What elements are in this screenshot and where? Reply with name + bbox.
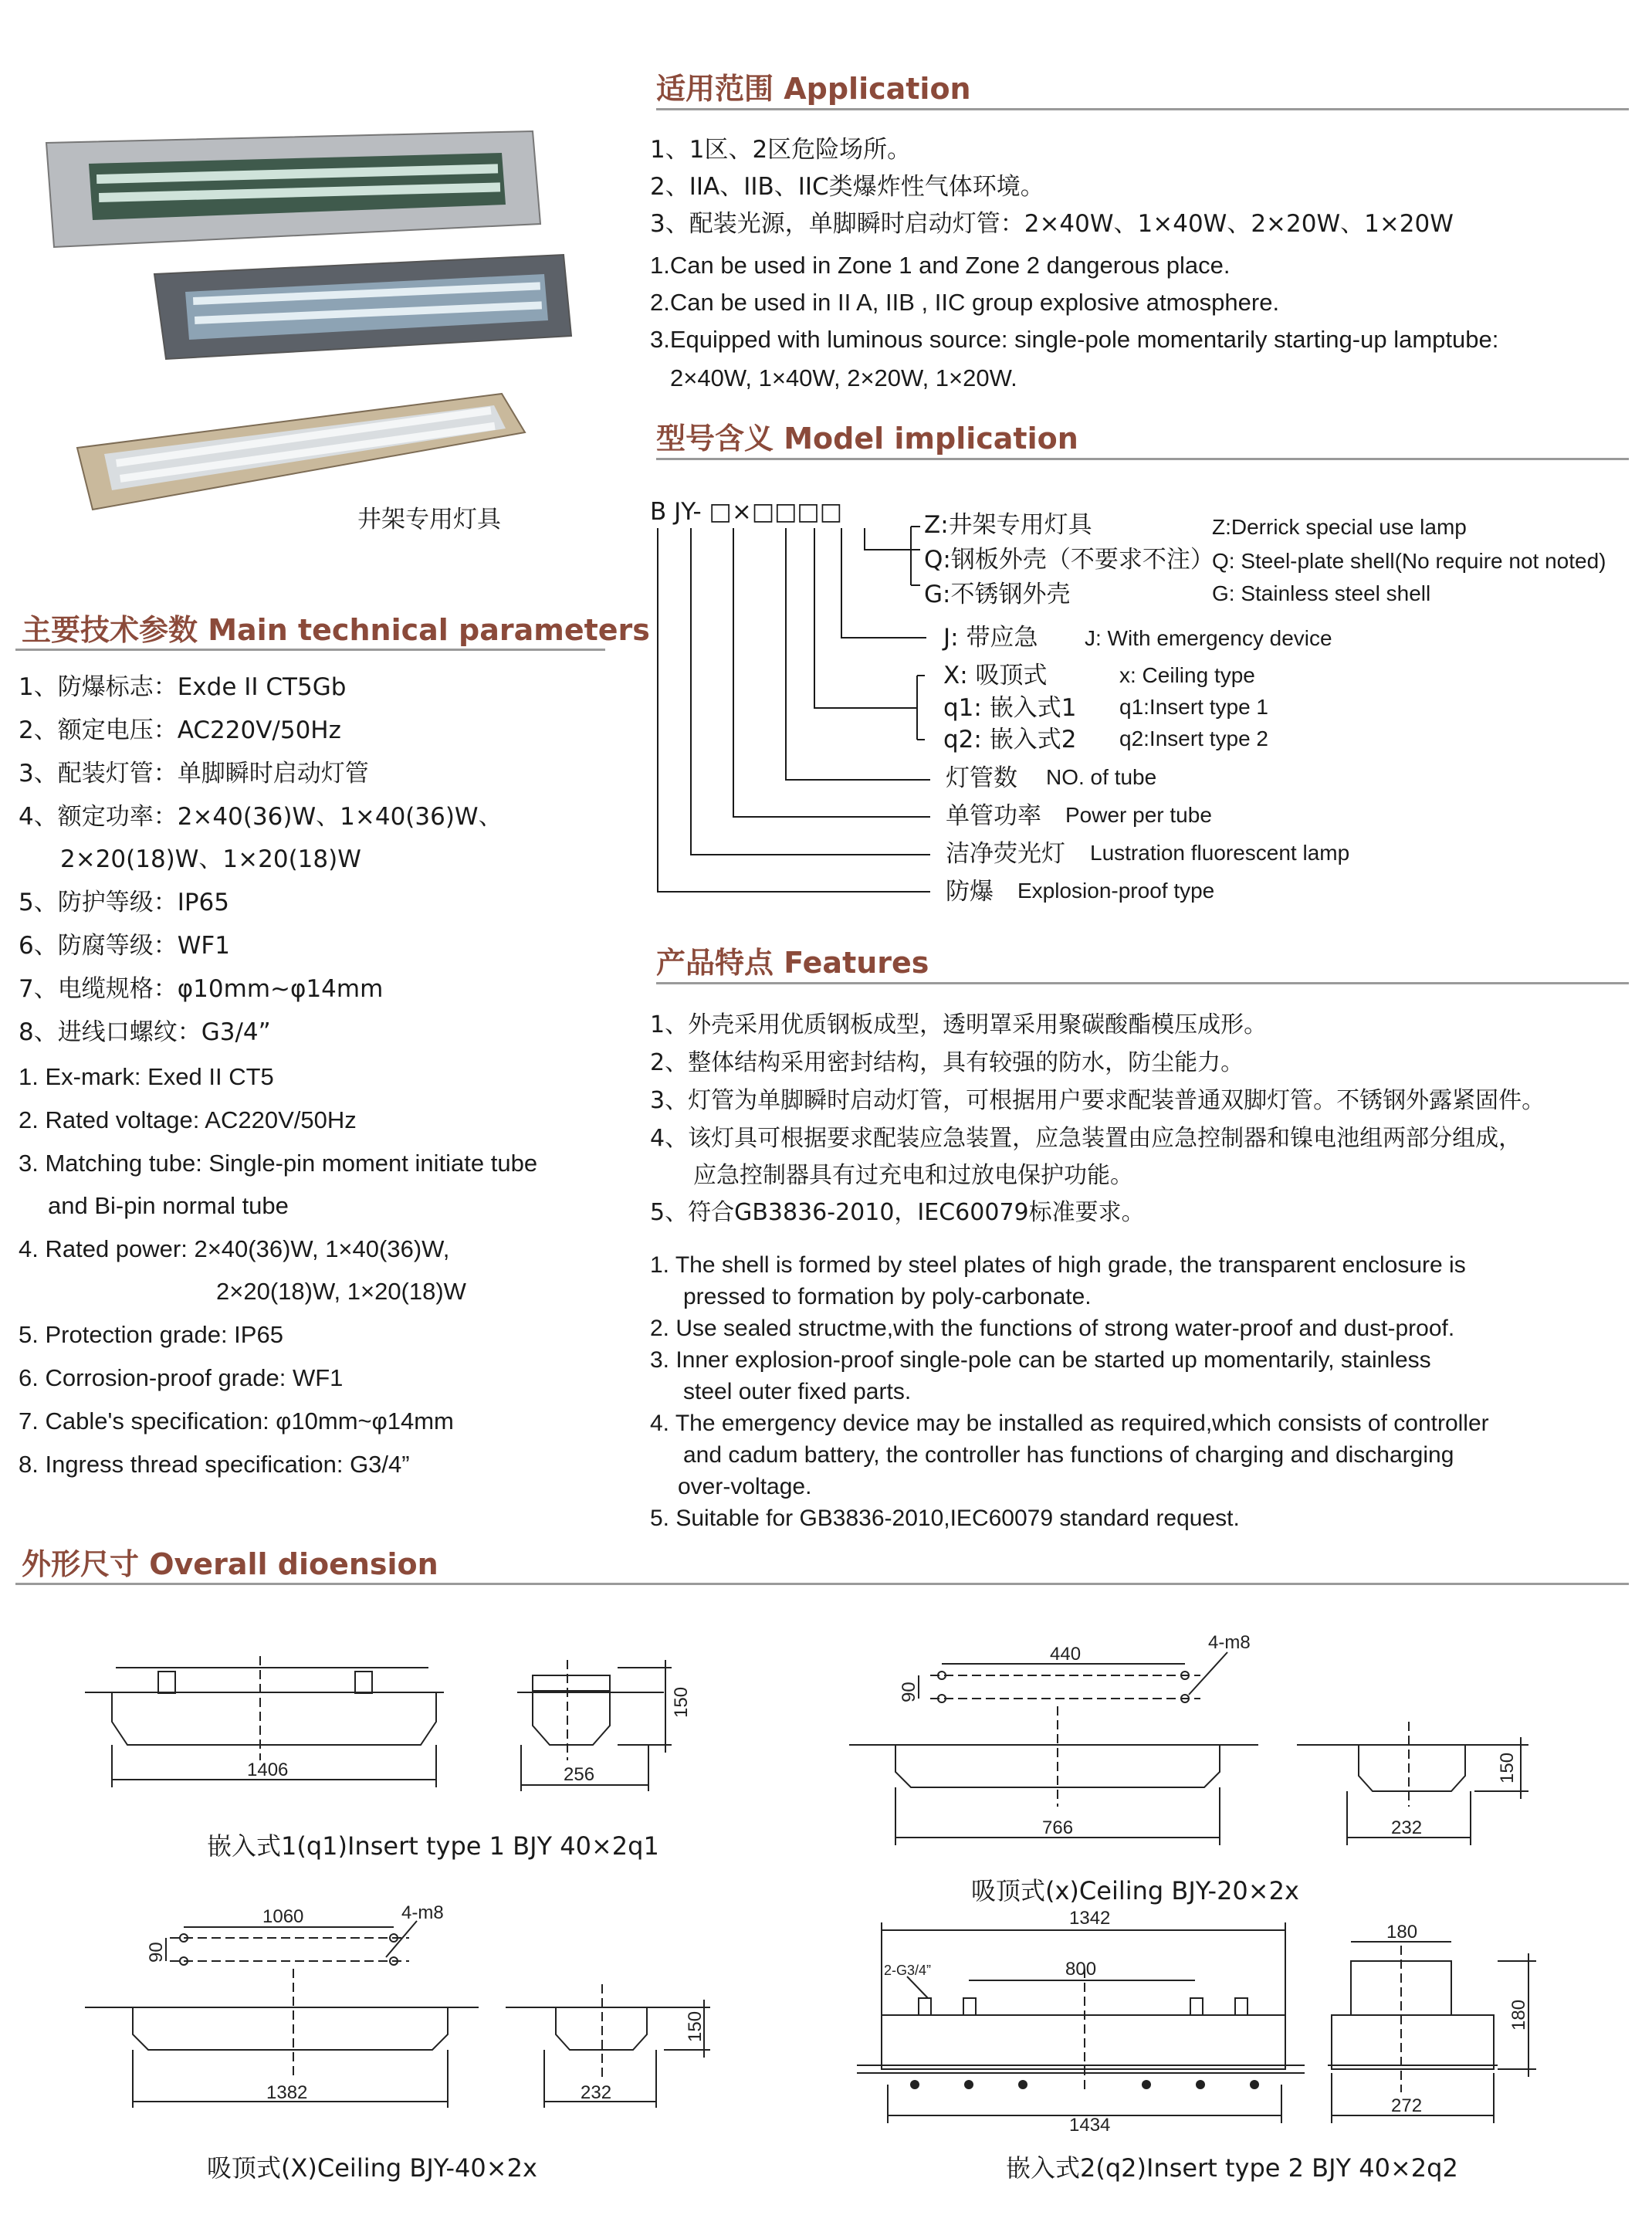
product-photo-area xyxy=(31,108,618,540)
parameter-en-line: 8. Ingress thread specification: G3/4” xyxy=(19,1451,410,1478)
dim-label: 256 xyxy=(564,1764,595,1785)
parameter-cn-line: 5、防护等级：IP65 xyxy=(19,889,230,916)
model-item-cn: J: 带应急 xyxy=(943,624,1038,652)
parameter-en-line: and Bi-pin normal tube xyxy=(48,1192,289,1219)
parameter-en-line: 7. Cable's specification: φ10mm~φ14mm xyxy=(19,1407,454,1435)
photo-caption: 井架专用灯具 xyxy=(357,506,501,533)
drawing-caption: 嵌入式2(q2)Insert type 2 BJY 40×2q2 xyxy=(1006,2153,1458,2183)
model-item-cn: X: 吸顶式 xyxy=(943,662,1048,689)
model-item-en: Z:Derrick special use lamp xyxy=(1212,515,1467,539)
model-item-cn: 灯管数 xyxy=(946,764,1017,792)
application-line: 3、配装光源，单脚瞬时启动灯管：2×40W、1×40W、2×20W、1×20W xyxy=(650,210,1454,238)
dim-label: 800 xyxy=(1065,1959,1097,1980)
drawing-insert-type-1 xyxy=(77,1645,710,1845)
dim-label: 1434 xyxy=(1069,2115,1111,2136)
drawing-ceiling-20 xyxy=(841,1629,1536,1868)
dim-label: 90 xyxy=(146,1942,167,1963)
model-item-cn: q2: 嵌入式2 xyxy=(943,726,1077,754)
dim-label: 4-m8 xyxy=(1208,1632,1251,1653)
dim-label: 4-m8 xyxy=(401,1902,444,1923)
dim-label: 1406 xyxy=(247,1760,289,1780)
model-item-cn: 单管功率 xyxy=(946,802,1041,830)
model-item-en: NO. of tube xyxy=(1046,765,1157,789)
lamp-photo-1 xyxy=(46,131,540,247)
model-bracket-lines xyxy=(648,510,942,911)
parameters-heading: 主要技术参数 Main technical parameters xyxy=(22,613,650,647)
model-item-cn: 洁净荧光灯 xyxy=(946,840,1065,868)
model-item-en: G: Stainless steel shell xyxy=(1212,581,1431,605)
feature-cn-line: 5、符合GB3836-2010，IEC60079标准要求。 xyxy=(650,1199,1145,1226)
feature-en-line: 1. The shell is formed by steel plates of high grade, the transparent enclosure is xyxy=(650,1252,1466,1278)
dim-label: 1060 xyxy=(262,1906,304,1927)
dim-label: 1342 xyxy=(1069,1908,1111,1929)
product-photos-illustration xyxy=(31,108,618,540)
application-line: 2×40W, 1×40W, 2×20W, 1×20W. xyxy=(670,364,1017,391)
feature-en-line: 3. Inner explosion-proof single-pole can be started up momentarily, stainless xyxy=(650,1347,1431,1373)
model-item-en: q1:Insert type 1 xyxy=(1119,695,1269,719)
drawing-caption: 嵌入式1(q1)Insert type 1 BJY 40×2q1 xyxy=(207,1831,659,1861)
model-item-cn: Q:钢板外壳（不要求不注） xyxy=(924,546,1214,574)
parameter-cn-line: 8、进线口螺纹：G3/4” xyxy=(19,1018,271,1046)
feature-en-line: 5. Suitable for GB3836-2010,IEC60079 standard request. xyxy=(650,1506,1240,1531)
model-item-cn: q1: 嵌入式1 xyxy=(943,694,1077,722)
dimension-heading: 外形尺寸 Overall dioension xyxy=(22,1547,438,1581)
dim-label: 232 xyxy=(581,2082,612,2103)
parameters-rule xyxy=(15,649,605,651)
parameter-cn-line: 4、额定功率：2×40(36)W、1×40(36)W、 xyxy=(19,803,503,831)
feature-cn-line: 3、灯管为单脚瞬时启动灯管，可根据用户要求配装普通双脚灯管。不锈钢外露紧固件。 xyxy=(650,1087,1545,1114)
model-code: B JY- □×□□□□ xyxy=(650,498,842,526)
dim-label: 150 xyxy=(671,1686,692,1718)
parameter-cn-line: 2×20(18)W、1×20(18)W xyxy=(60,845,361,873)
parameter-cn-line: 2、额定电压：AC220V/50Hz xyxy=(19,716,341,744)
model-item-en: q2:Insert type 2 xyxy=(1119,727,1269,750)
application-line: 2、IIA、IIB、IIC类爆炸性气体环境。 xyxy=(650,173,1044,201)
parameter-en-line: 6. Corrosion-proof grade: WF1 xyxy=(19,1364,344,1391)
model-item-en: Lustration fluorescent lamp xyxy=(1090,841,1350,865)
application-line: 3.Equipped with luminous source: single-pole momentarily starting-up lamptube: xyxy=(650,326,1499,353)
application-line: 1、1区、2区危险场所。 xyxy=(650,136,912,164)
features-heading: 产品特点 Features xyxy=(656,946,929,980)
dim-label: 272 xyxy=(1391,2095,1423,2116)
feature-en-line: pressed to formation by poly-carbonate. xyxy=(683,1284,1092,1309)
feature-cn-line: 应急控制器具有过充电和过放电保护功能。 xyxy=(693,1162,1133,1189)
feature-en-line: and cadum battery, the controller has functions of charging and discharging xyxy=(683,1442,1454,1468)
model-item-en: Explosion-proof type xyxy=(1017,879,1215,903)
parameter-en-line: 1. Ex-mark: Exed II CT5 xyxy=(19,1063,274,1090)
dim-label: 90 xyxy=(899,1682,919,1702)
model-item-cn: Z:井架专用灯具 xyxy=(924,511,1092,539)
application-heading: 适用范围 Application xyxy=(656,72,971,106)
parameter-en-line: 2×20(18)W, 1×20(18)W xyxy=(216,1278,466,1305)
drawing-caption: 吸顶式(X)Ceiling BJY-40×2x xyxy=(207,2153,537,2183)
dim-label: 766 xyxy=(1042,1817,1074,1838)
application-rule xyxy=(656,108,1629,110)
feature-en-line: steel outer fixed parts. xyxy=(683,1379,912,1404)
feature-en-line: 4. The emergency device may be installed as required,which consists of controller xyxy=(650,1411,1489,1436)
dim-label: 180 xyxy=(1508,1999,1529,2031)
feature-cn-line: 1、外壳采用优质钢板成型，透明罩采用聚碳酸酯模压成形。 xyxy=(650,1011,1268,1038)
parameter-cn-line: 6、防腐等级：WF1 xyxy=(19,932,230,960)
lamp-photo-3 xyxy=(77,394,525,510)
model-item-cn: 防爆 xyxy=(946,878,994,906)
dim-label: 232 xyxy=(1391,1817,1423,1838)
application-line: 2.Can be used in II A, IIB , IIC group explosive atmosphere. xyxy=(650,289,1280,316)
parameter-en-line: 5. Protection grade: IP65 xyxy=(19,1321,283,1348)
parameter-cn-line: 7、电缆规格：φ10mm~φ14mm xyxy=(19,975,384,1003)
feature-en-line: 2. Use sealed structme,with the functions of strong water-proof and dust-proof. xyxy=(650,1316,1455,1341)
dim-label: 1382 xyxy=(266,2082,308,2103)
feature-cn-line: 2、整体结构采用密封结构，具有较强的防水，防尘能力。 xyxy=(650,1049,1244,1076)
parameter-en-line: 3. Matching tube: Single-pin moment initiate tube xyxy=(19,1150,538,1177)
drawing-ceiling-40 xyxy=(77,1899,741,2131)
dim-label: 150 xyxy=(685,2010,706,2042)
dim-label: 2-G3/4” xyxy=(884,1963,932,1978)
model-item-en: J: With emergency device xyxy=(1085,626,1332,650)
application-line: 1.Can be used in Zone 1 and Zone 2 dangerous place. xyxy=(650,252,1231,279)
model-heading: 型号含义 Model implication xyxy=(656,422,1078,456)
feature-en-line: over-voltage. xyxy=(678,1474,812,1499)
parameter-cn-line: 3、配装灯管：单脚瞬时启动灯管 xyxy=(19,760,369,788)
features-rule xyxy=(656,982,1629,984)
dimension-rule xyxy=(15,1583,1629,1585)
dim-label: 440 xyxy=(1050,1644,1082,1665)
model-item-en: Q: Steel-plate shell(No require not noted) xyxy=(1212,549,1606,573)
drawing-insert-type-2 xyxy=(841,1907,1552,2139)
model-item-cn: G:不锈钢外壳 xyxy=(924,581,1071,608)
parameter-en-line: 2. Rated voltage: AC220V/50Hz xyxy=(19,1106,357,1133)
model-item-en: Power per tube xyxy=(1065,803,1212,827)
feature-cn-line: 4、该灯具可根据要求配装应急装置，应急装置由应急控制器和镍电池组两部分组成， xyxy=(650,1125,1522,1152)
lamp-photo-2 xyxy=(154,255,571,359)
drawing-caption: 吸顶式(x)Ceiling BJY-20×2x xyxy=(971,1876,1299,1905)
model-rule xyxy=(656,458,1629,460)
parameter-cn-line: 1、防爆标志：Exde II CT5Gb xyxy=(19,673,347,701)
dim-label: 150 xyxy=(1497,1752,1518,1783)
dim-label: 180 xyxy=(1386,1922,1418,1943)
model-item-en: x: Ceiling type xyxy=(1119,663,1255,687)
parameter-en-line: 4. Rated power: 2×40(36)W, 1×40(36)W, xyxy=(19,1235,450,1262)
